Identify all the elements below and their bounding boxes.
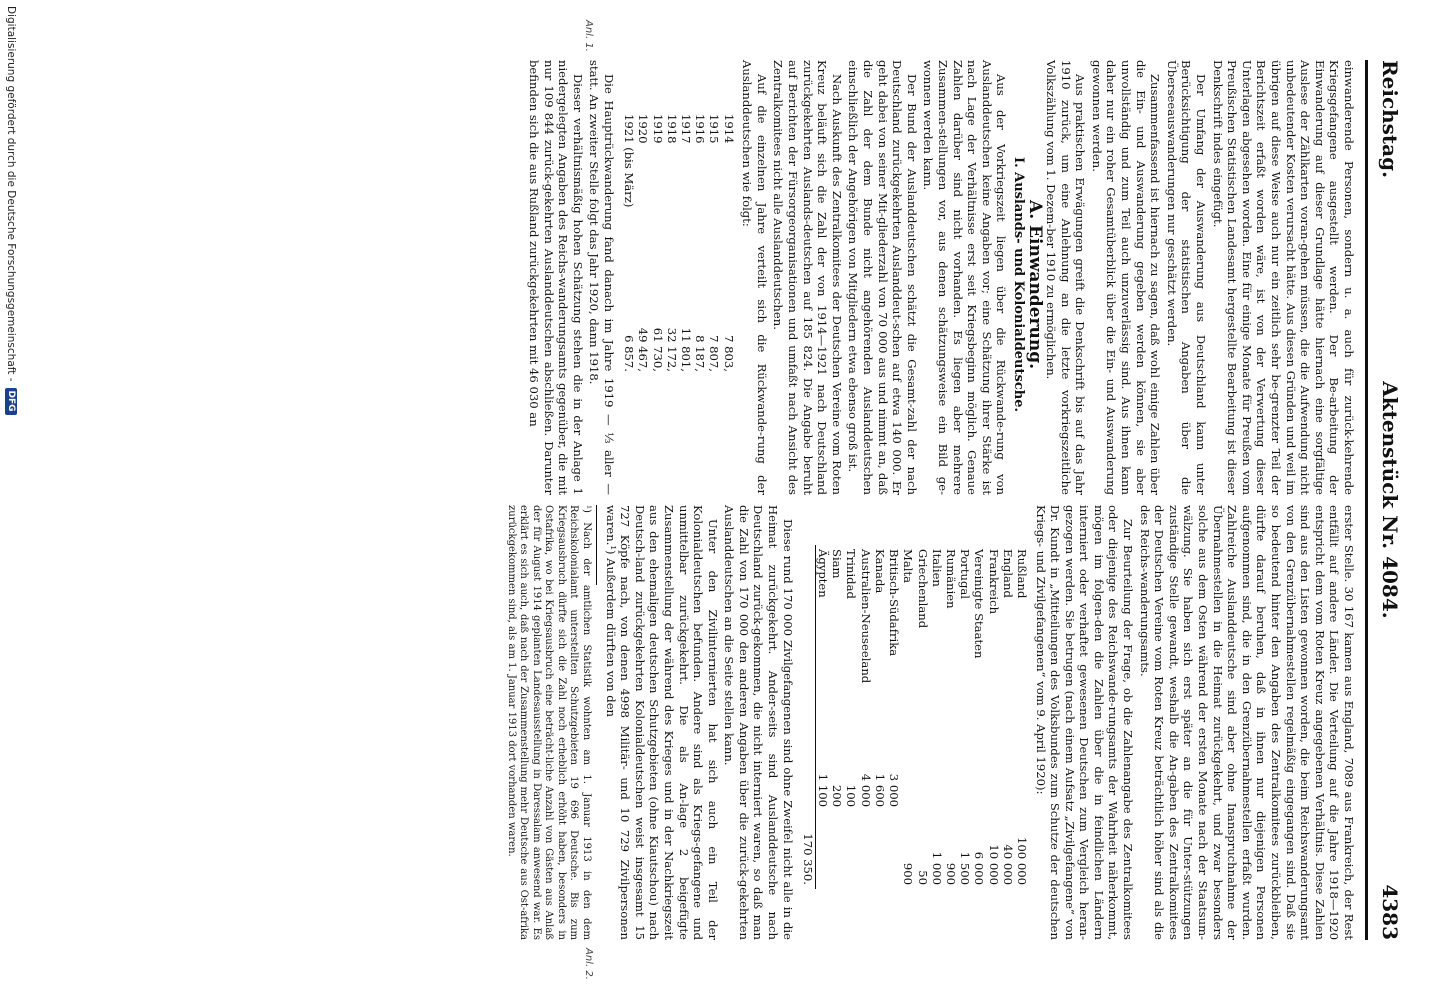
- country-cell: Trinidad: [844, 549, 859, 599]
- right-column: [504, 505, 1356, 940]
- value-cell: 900: [901, 862, 916, 885]
- value-cell: 10 000: [986, 844, 1001, 885]
- value-cell: 1 000: [929, 851, 944, 885]
- value-cell: 6 000: [972, 851, 987, 885]
- margin-note-anl-1: Anl. 1.: [583, 20, 594, 52]
- table-row: [901, 545, 915, 889]
- country-cell: Britisch-Südafrika: [887, 549, 902, 657]
- value-cell: [944, 733, 958, 811]
- table-row: [958, 545, 972, 889]
- value-cell: 40 000: [1000, 844, 1015, 885]
- paragraph: Unter den Zivilinternierten hat sich auch ein Teil der Kolonialdeutschen befunden. Andere sind als Kriegs-gefangene und unmittelbar zurückgekehrt. Die als An-lage 2 beigefügte Zusammenstellung der während des Krieges und in der Nachkriegszeit aus den ehemaligen deutschen Schutzgebieten (ohne Kiautschou) nach Deutsch-land zurückgekehrten Kolonialdeutschen weist insgesamt 15 727 Köpfe nach, von denen 4998 Militär- und 10 729 Zivilpersonen waren.¹) Außerdem dürften von den: [603, 505, 720, 940]
- table-row: [930, 545, 944, 889]
- table-row: [665, 110, 679, 376]
- paragraph: Dieser verhältnismäßig hohen Schätzung stehen die in der Anlage 1 niedergelegten Angaben des Reichs-wanderungsamts gegenüber, die mit nur 109 844 zurück-gekehrten Auslanddeutschen abschließen. Darunter befinden sich die aus Rußland zurückgekehrten mit 46 030 an: [527, 60, 585, 495]
- country-cell: Malta: [901, 549, 916, 584]
- dfg-logo: DFG: [5, 388, 17, 415]
- year-cell: 1918: [664, 114, 679, 144]
- table-row: [707, 110, 721, 376]
- paragraph: erster Stelle. 30 167 kamen aus England, 7089 aus Frankreich, der Rest entfällt auf andere Länder. Die Verteilung auf die Jahre 1918—1920 entspricht dem vom Roten Kreuz angegebenen Verhältnis. Diese Zahlen sind aus den Listen gewonnen worden, die beim Reichswanderungsamt von den Grenzübernahmestellen regelmäßig eingegangen sind. Daß sie so bedeutend hinter den Angaben des Zentralkomitees zurückbleiben, dürfte darauf beruhen, daß in ihnen nur diejenigen Personen aufgenommen sind, die in den Grenzübernahmestellen erfaßt wurden. Zahlreiche Auslanddeutsche sind aber ohne Inanspruchnahme der Übernahmestellen in die Heimat zurückgekehrt, und zwar besonders solche aus dem Osten während der ersten Monate nach der Staatsum-wälzung. Sie haben sich erst später an die für Unter-stützungen zuständige Stelle gewandt, weshalb die An-gaben des Zentralkomitees der Deutschen Vereine vom Roten Kreuz beträchtlich höher sind als die des Reichs-wanderungsamts.: [1137, 505, 1356, 940]
- value-cell: [830, 811, 844, 889]
- table-row: [887, 545, 901, 889]
- value-cell: [901, 733, 915, 811]
- paragraph: Zur Beurteilung der Frage, ob die Zahlenangabe des Zentralkomitees oder diejenige des Reichswande-rungsamts der Wahrheit näherkommt, mögen im folgen-den die Zahlen über die in feindlichen Ländern interniert oder verhaftet gewesenen Deutschen zum Vergleich heran-gezogen werden. Sie betrugen (nach einem Aufsatz „Zivilgefangene“ von Dr. Kundt in „Mitteilungen des Volksbundes zum Schutze der deutschen Kriegs- und Zivilgefangenen“ vom 9. April 1920):: [1033, 505, 1136, 940]
- country-cell: Kanada: [872, 549, 887, 594]
- table-row: [679, 110, 693, 376]
- table-row: [830, 545, 844, 889]
- table-row: [844, 545, 858, 889]
- value-cell: 32 172,: [664, 327, 679, 372]
- value-cell: [915, 733, 929, 811]
- value-cell: [930, 733, 944, 811]
- value-cell: 900: [943, 862, 958, 885]
- table-row: [944, 545, 958, 889]
- value-cell: 61 730,: [650, 327, 665, 372]
- value-cell: [1015, 733, 1029, 811]
- table-row: [721, 110, 735, 376]
- country-cell: Frankreich: [986, 549, 1001, 615]
- total-cell: 170 350.: [801, 811, 816, 889]
- value-cell: [887, 811, 901, 889]
- value-cell: [972, 733, 986, 811]
- running-header: [1370, 60, 1404, 940]
- value-cell: 1 600: [872, 773, 887, 807]
- footnote: ¹) Nach der amtlichen Statistik wohnten am 1. Januar 1913 in den dem Reichskolonialamt unterstellten Schutzgebieten 19 696 Deutsche. Bis zum Kriegsausbruch dürfte sich die Zahl noch erheblich erhöht haben, besonders in Ostafrika, wo bei Kriegsausbruch eine beträcht-liche Anzahl von Gästen aus Anlaß der für August 1914 geplanten Landesausstellung in Daressalam anwesend war. Es erklärt es sich auch, daß nach der Zusammenstellung mehr Deutsche aus Ost-afrika zurückgekommen sind, als am 1. Januar 1913 dort vorhanden waren.: [505, 505, 592, 940]
- year-cell: 1915: [707, 114, 722, 144]
- value-cell: 100 000: [1014, 837, 1029, 885]
- country-cell: Ägypten: [816, 549, 831, 598]
- paragraph: Die Hauptrückwanderung fand danach im Jahre 1919 — ⅓ aller — statt. An zweiter Stelle folgt das Jahr 1920, dann 1918.: [587, 60, 617, 495]
- year-cell: 1914: [721, 114, 736, 144]
- value-cell: [1001, 733, 1015, 811]
- value-cell: 11 801,: [679, 327, 694, 372]
- paragraph: Aus der Vorkriegszeit liegen über die Rückwande-rung von Auslanddeutschen keine Angaben vor; eine Schätzung ihrer Stärke ist nach Lage der Verhältnisse erst seit Kriegsbeginn möglich. Genaue Zahlen darüber sind nicht vorhanden. Es liegen aber mehrere Zusammen-stellungen vor, aus denen schätzungsweise ein Bild ge-wonnen werden kann.: [921, 60, 1009, 495]
- table-row: [1015, 545, 1029, 889]
- country-cell: Italien: [929, 549, 944, 587]
- table-row: [693, 110, 707, 376]
- table-row: [873, 545, 887, 889]
- page-number: 4383: [1378, 884, 1402, 940]
- paragraph: Der Umfang der Auswanderung aus Deutschland kann unter Berücksichtigung der statistischen Angaben über die Überseeauswanderungen nur geschätzt werden.: [1164, 60, 1209, 495]
- value-cell: 200: [830, 784, 845, 807]
- table-row: [915, 545, 929, 889]
- table-row: [859, 545, 873, 889]
- country-cell: Rumänien: [943, 549, 958, 609]
- value-cell: [859, 811, 873, 889]
- value-cell: [958, 733, 972, 811]
- header-rule: [1365, 60, 1368, 940]
- header-reichstag: Reichstag.: [1378, 60, 1402, 179]
- year-cell: 1919: [650, 114, 665, 144]
- paragraph: Aus praktischen Erwägungen greift die Denkschrift bis auf das Jahr 1910 zurück, um eine Anlehnung an die letzte vorkriegszeitliche Volkszählung vom 1. Dezem-ber 1910 zu ermöglichen.: [1044, 60, 1088, 495]
- value-cell: 50: [915, 870, 930, 885]
- country-cell: Siam: [830, 549, 845, 579]
- year-cell: 1921 (bis März): [622, 114, 637, 208]
- paragraph: Der Bund der Auslanddeutschen schätzt die Gesamt-zahl der nach Deutschland zurückgekehrten Auslanddeut-schen auf etwa 140 000. Er geht dabei von seiner Mit-gliederzahl von 70 000 aus und nimmt an, daß die Zahl der dem Bunde nicht angehörenden Auslanddeutschen einschließlich der Angehörigen von Mitgliedern etwa ebenso groß ist.: [846, 60, 919, 495]
- value-cell: 4 000: [858, 773, 873, 807]
- country-cell: Vereinigte Staaten: [972, 549, 987, 659]
- country-cell: Griechenland: [915, 549, 930, 629]
- table-row: [622, 110, 636, 376]
- value-cell: 49 467,: [636, 327, 651, 372]
- year-cell: 1917: [679, 114, 694, 144]
- table-row: [636, 110, 650, 376]
- value-cell: [986, 733, 1000, 811]
- country-cell: Rußland: [1014, 549, 1029, 599]
- subsection-heading: I. Auslands- und Kolonialdeutsche.: [1010, 157, 1026, 412]
- value-cell: 100: [844, 784, 859, 807]
- country-cell: England: [1000, 549, 1015, 598]
- value-cell: 3 000: [887, 773, 902, 807]
- footnote-rule: [596, 505, 597, 585]
- table-row: [986, 545, 1000, 889]
- table-row: [972, 545, 986, 889]
- paragraph: Diese rund 170 000 Zivilgefangenen sind ohne Zweifel nicht alle in die Heimat zurückgekehrt. Ander-seits sind Auslanddeutsche nach Deutschland zurück-gekommen, die nicht interniert waren, so daß man die Zahl von 170 000 den anderen Angaben über die zurück-gekehrten Auslanddeutschen an die Seite stellen kann.: [722, 505, 795, 940]
- header-document-number: Aktenstück Nr. 4084.: [1378, 381, 1402, 619]
- value-cell: 1 500: [958, 851, 973, 885]
- left-column: [524, 60, 1356, 495]
- table-total-row: [801, 545, 816, 889]
- year-cell: 1916: [693, 114, 708, 144]
- return-migration-by-year-table: [622, 110, 736, 376]
- table-row: [1001, 545, 1015, 889]
- value-cell: [815, 811, 830, 889]
- paragraph: Auf die einzelnen Jahre verteilt sich die Rückwande-rung der Auslanddeutschen wie folgt:: [740, 60, 769, 495]
- year-cell: 1920: [636, 114, 651, 144]
- value-cell: 7 803,: [721, 335, 736, 372]
- value-cell: 1 100: [816, 773, 831, 807]
- value-cell: 7 807,: [707, 335, 722, 372]
- value-cell: [873, 811, 887, 889]
- digitization-credit: Digitalisierung gefördert durch die Deutsche Forschungsgemeinschaft -: [5, 6, 17, 382]
- section-heading: A. Einwanderung.: [1024, 200, 1045, 369]
- country-cell: Portugal: [958, 549, 973, 600]
- value-cell: 6 857.: [622, 335, 637, 372]
- value-cell: 8 187,: [693, 335, 708, 372]
- paragraph: einwanderende Personen, sondern u. a. auch für zurück-kehrende Kriegsgefangene ausgestellt werden. Der Be-arbeitung der Einwanderung auf dieser Grundlage hätte hiernach eine sorgfältige Auslese der Zählkarten voran-gehen müssen, die die Aufwendung nicht unbedeutender Kosten verursacht hätte. Aus diesen Gründen und weil im übrigen auf diese Weise auch nur ein zeitlich sehr be-grenzter Teil der Berichtszeit erfaßt worden wäre, ist von der Verwertung dieser Unterlagen abgesehen worden. Eine für einige Monate für Preußen vom Preußischen Statistischen Landesamt hergestellte Bearbeitung ist dieser Denkschrift indes eingefügt.: [1210, 60, 1356, 495]
- paragraph: Nach Auskunft des Zentralkomitees der Deutschen Vereine vom Roten Kreuz beläuft sich die Zahl der von 1914—1921 nach Deutschland zurückgekehrten Auslands-deutschen auf 185 824. Die Angabe beruht auf Berichten der Fürsorgeorganisationen und umfaßt nach Ansicht des Zentralkomitees nicht alle Auslanddeutschen.: [771, 60, 844, 495]
- civilian-internees-table: [801, 545, 1029, 889]
- table-row: [650, 110, 664, 376]
- paragraph: Zusammenfassend ist hiernach zu sagen, daß wohl einige Zahlen über die Ein- und Auswanderung gegeben werden können, sie aber unvollständig und zum Teil auch unzuverlässig sind. Aus ihnen kann daher nur ein roher Gesamtüberblick über die Ein- und Auswanderung gewonnen werden.: [1089, 60, 1163, 495]
- country-cell: Australien-Neuseeland: [858, 549, 873, 684]
- value-cell: [844, 811, 858, 889]
- margin-note-anl-2: Anl. 2.: [583, 948, 594, 980]
- table-row: [815, 545, 830, 889]
